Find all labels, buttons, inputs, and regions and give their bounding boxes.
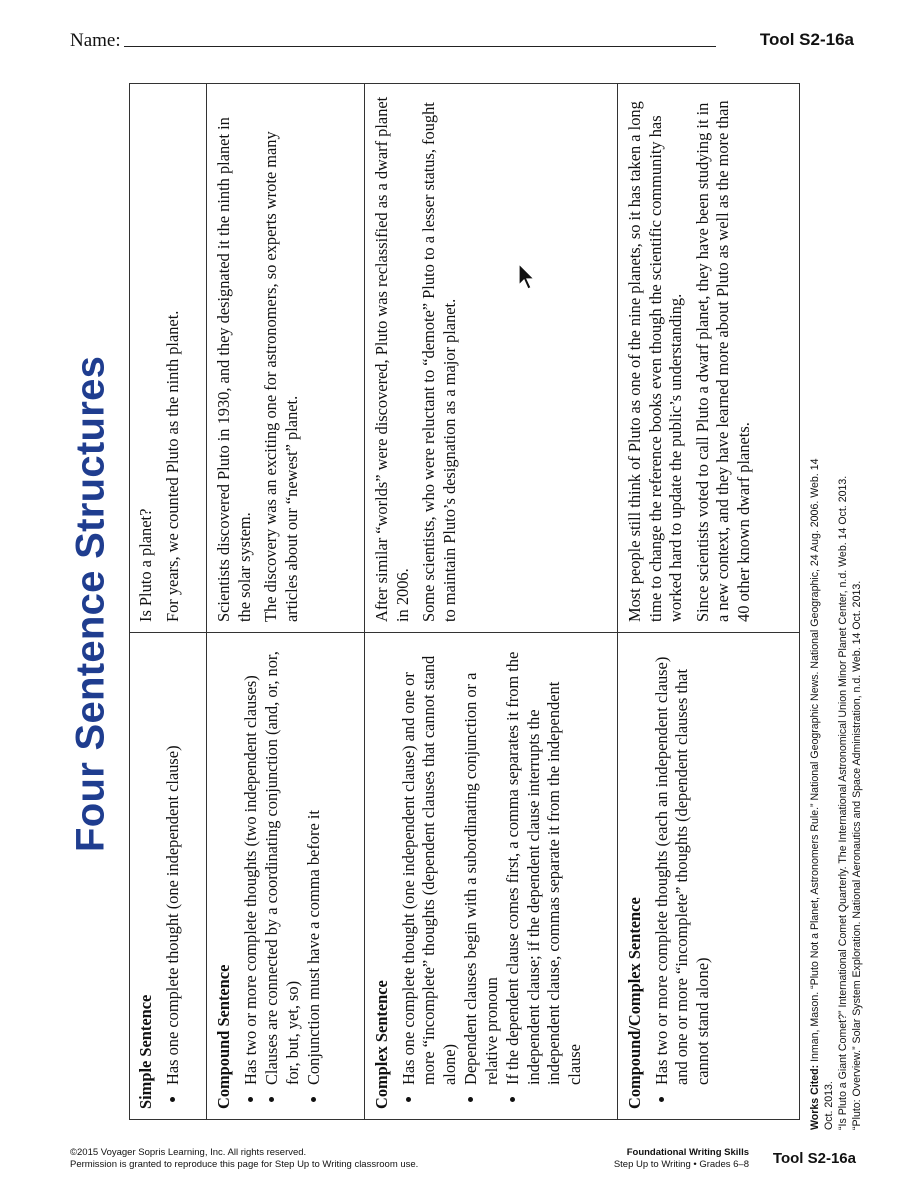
- sentence-table: [129, 83, 800, 1120]
- structure-cell-simple: [130, 632, 206, 1119]
- structure-cell-complex: [366, 632, 616, 1119]
- footer-copyright: [70, 1147, 418, 1171]
- structure-cell-compound: [208, 632, 363, 1119]
- page-title: Four Sentence Structures: [68, 355, 113, 852]
- footer-book-info: [614, 1147, 749, 1171]
- structure-heading: Complex Sentence: [372, 980, 391, 1109]
- book-title: Foundational Writing Skills: [626, 1147, 749, 1158]
- structure-heading: Compound/Complex Sentence: [625, 897, 644, 1109]
- example-cell-compound: [208, 84, 363, 632]
- example-text: Most people still think of Pluto as one of the nine planets, so it has taken a long time to change the reference books even though the scientific community has worked hard to update the public’s understanding.: [625, 101, 685, 622]
- permission-text: Permission is granted to reproduce this page for Step Up to Writing classroom use.: [70, 1159, 419, 1170]
- copyright-text: ©2015 Voyager Sopris Learning, Inc. All rights reserved.: [70, 1147, 307, 1158]
- example-cell-complex: [366, 84, 616, 632]
- works-cited-label: Works Cited:: [809, 1064, 821, 1130]
- structure-bullet: • If the dependent clause comes first, a comma separates it from the independent clause; if the dependent clause interrupts the independent clause, commas separate it from the independent clause: [503, 642, 585, 1085]
- structure-bullet: • Has two or more complete thoughts (each an independent clause) and one or more “incomplete” thoughts (dependent clauses that cannot stand alone): [652, 642, 714, 1085]
- citation: Inman, Mason. “Pluto Not a Planet, Astronomers Rule.” National Geographic News. National Geographic, 24 Aug. 2006. Web. 14 Oct. 2013.: [809, 458, 835, 1130]
- example-text: Is Pluto a planet?: [136, 508, 155, 622]
- structure-bullet: • Has one complete thought (one independent clause) and one or more “incomplete” thoughts (dependent clauses that cannot stand alone): [399, 642, 461, 1085]
- structure-heading: Compound Sentence: [214, 964, 233, 1109]
- structure-bullet: • Clauses are connected by a coordinating conjunction (and, or, nor, for, but, yet, so): [262, 642, 303, 1085]
- tool-id-header: Tool S2-16a: [759, 30, 854, 49]
- example-text: Since scientists voted to call Pluto a dwarf planet, they have been studying it in a new context, and they have learned more about Pluto as well as the more than 40 other known dwarf planets.: [692, 100, 753, 622]
- name-label: Name:: [70, 30, 121, 51]
- series-text: Step Up to Writing • Grades 6–8: [613, 1159, 749, 1170]
- works-cited-wrap: [808, 450, 868, 1130]
- structure-cell-compound-complex: [619, 632, 799, 1119]
- example-cell-simple: [130, 84, 206, 632]
- example-cell-compound-complex: [619, 84, 799, 632]
- title-wrap: [68, 355, 113, 852]
- citation: “Pluto: Overview.” Solar System Exploration. National Aeronautics and Space Administration, n.d. Web. 14 Oct. 2013.: [851, 580, 863, 1130]
- structure-bullet: • Conjunction must have a comma before it: [304, 642, 325, 1085]
- structure-bullet: • Dependent clauses begin with a subordinating conjunction or a relative pronoun: [461, 642, 502, 1085]
- row-divider: [617, 84, 618, 1119]
- example-text: Scientists discovered Pluto in 1930, and they designated it the ninth planet in the solar system.: [214, 117, 254, 622]
- example-text: After similar “worlds” were discovered, Pluto was reclassified as a dwarf planet in 2006.: [372, 96, 412, 622]
- example-text: Some scientists, who were reluctant to “demote” Pluto to a lesser status, fought to maintain Pluto’s designation as a major planet.: [419, 102, 459, 622]
- citation: “Is Pluto a Giant Comet?” International Comet Quarterly. The International Astronomical Union Minor Planet Center, n.d. Web. 14 Oct. 2013.: [837, 475, 849, 1130]
- structure-bullet: • Has one complete thought (one independent clause): [163, 642, 184, 1085]
- tool-id-footer: Tool S2-16a: [772, 1150, 856, 1167]
- name-line: [124, 46, 716, 47]
- example-text: The discovery was an exciting one for astronomers, so experts wrote many articles about our “newest” planet.: [261, 131, 301, 622]
- works-cited: [808, 450, 868, 1130]
- mouse-pointer-icon: [518, 263, 538, 291]
- row-divider: [206, 84, 207, 1119]
- structure-heading: Simple Sentence: [136, 994, 155, 1109]
- structure-bullet: • Has two or more complete thoughts (two independent clauses): [241, 642, 262, 1085]
- row-divider: [364, 84, 365, 1119]
- example-text: For years, we counted Pluto as the ninth planet.: [162, 310, 182, 622]
